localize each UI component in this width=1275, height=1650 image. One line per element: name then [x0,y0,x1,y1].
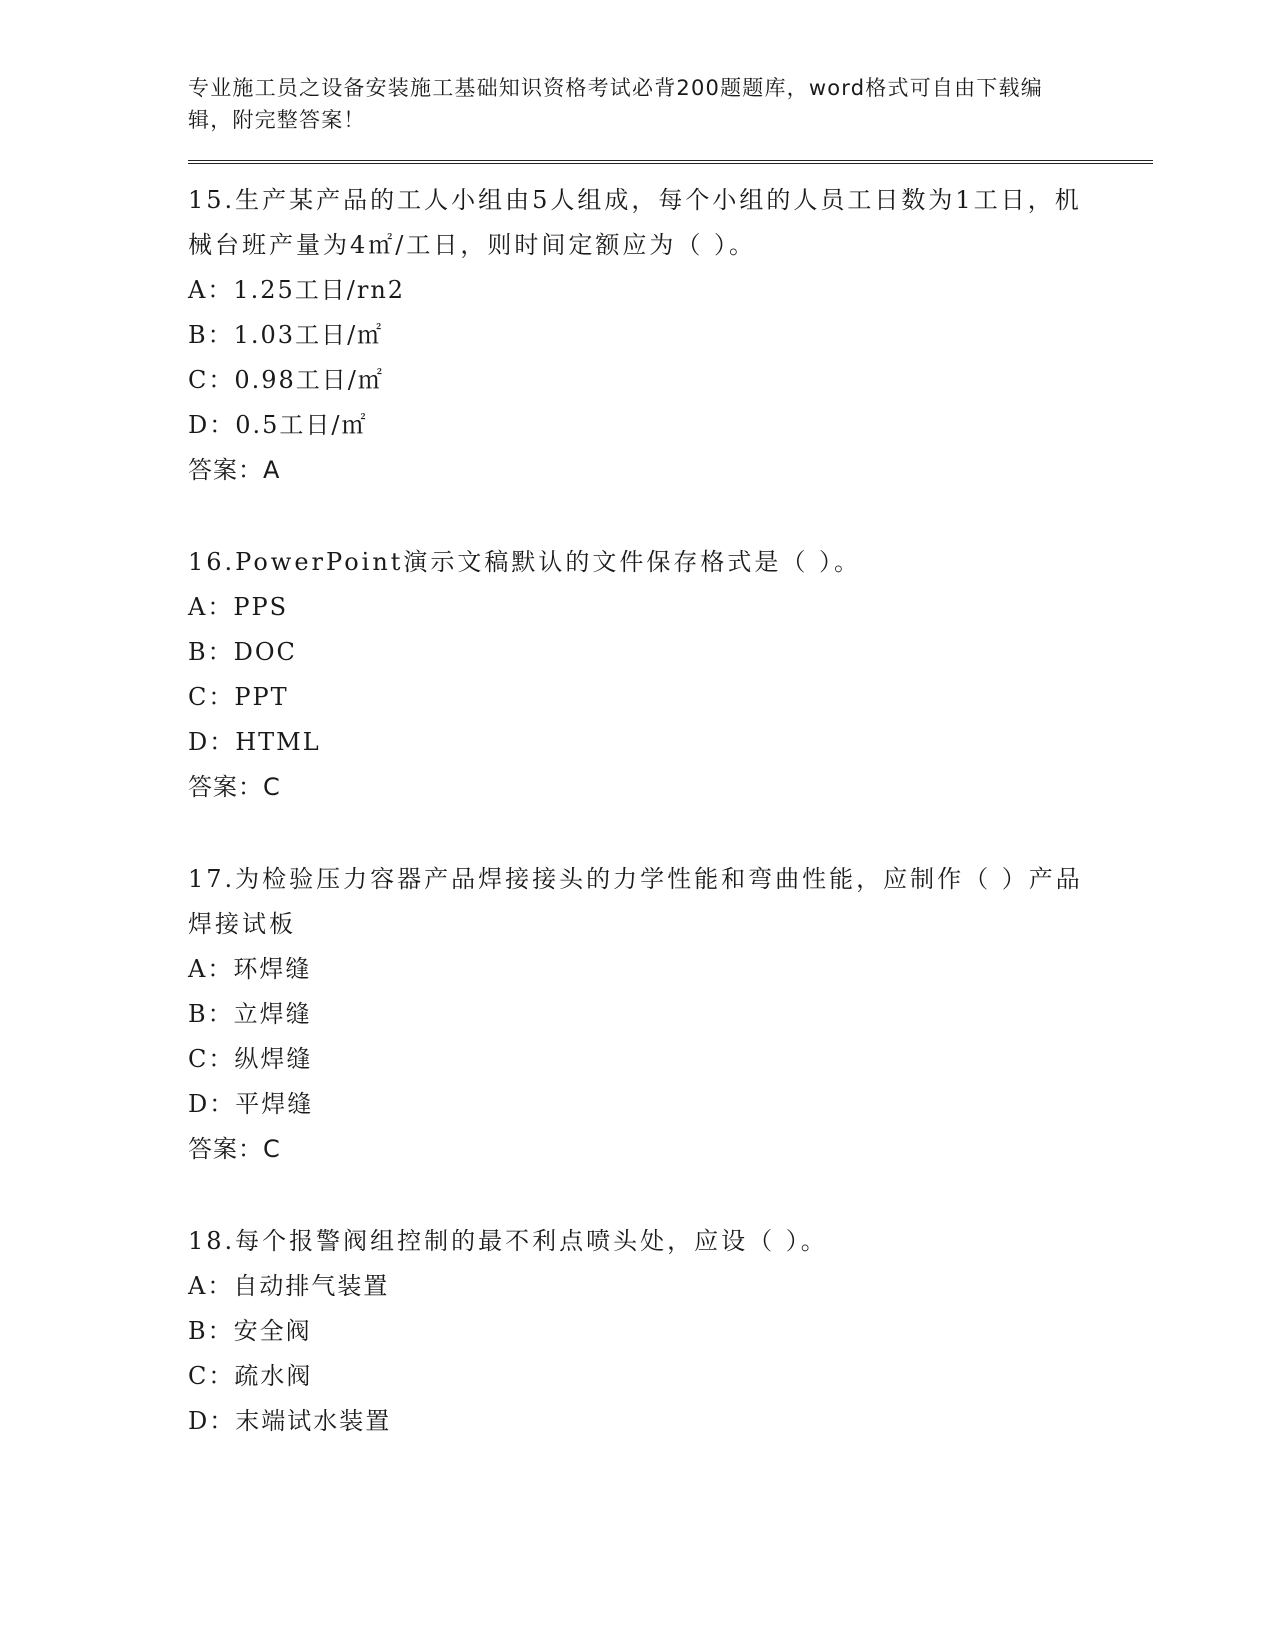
option-d: D：HTML [188,728,321,756]
option-c: C：疏水阀 [188,1362,313,1390]
option-d: D：平焊缝 [188,1090,314,1118]
document-header: 专业施工员之设备安装施工基础知识资格考试必背200题题库，word格式可自由下载编辑，附完整答案！ [188,76,1043,132]
option-c: C：PPT [188,683,289,711]
option-c: C：0.98工日/㎡ [188,366,384,394]
question-stem: 16.PowerPoint演示文稿默认的文件保存格式是（ ）。 [188,548,862,576]
option-a: A：PPS [188,593,289,621]
question-17 [188,857,1153,1172]
option-b: B：DOC [188,638,297,666]
question-stem: 17.为检验压力容器产品焊接接头的力学性能和弯曲性能，应制作（ ）产品焊接试板 [188,865,1083,938]
answer-line: 答案：C [188,773,281,801]
question-18 [188,1219,1153,1444]
option-c: C：纵焊缝 [188,1045,313,1073]
option-b: B：立焊缝 [188,1000,312,1028]
option-a: A：环焊缝 [188,955,312,983]
question-gap [188,1172,1153,1219]
option-b: B：安全阀 [188,1317,312,1345]
option-d: D：0.5工日/㎡ [188,411,368,439]
option-d: D：末端试水装置 [188,1407,392,1435]
option-b: B：1.03工日/㎡ [188,321,384,349]
header-divider [188,160,1153,164]
question-stem: 18.每个报警阀组控制的最不利点喷头处，应设（ ）。 [188,1227,828,1255]
question-stem: 15.生产某产品的工人小组由5人组成，每个小组的人员工日数为1工日，机械台班产量为4㎡/工日，则时间定额应为（ ）。 [188,186,1082,259]
question-15 [188,178,1153,493]
answer-line: 答案：A [188,456,281,484]
question-gap [188,810,1153,857]
question-16 [188,540,1153,810]
document-page [188,72,1153,1444]
answer-line: 答案：C [188,1135,281,1163]
option-a: A：自动排气装置 [188,1272,390,1300]
question-gap [188,493,1153,540]
option-a: A：1.25工日/rn2 [188,276,406,304]
